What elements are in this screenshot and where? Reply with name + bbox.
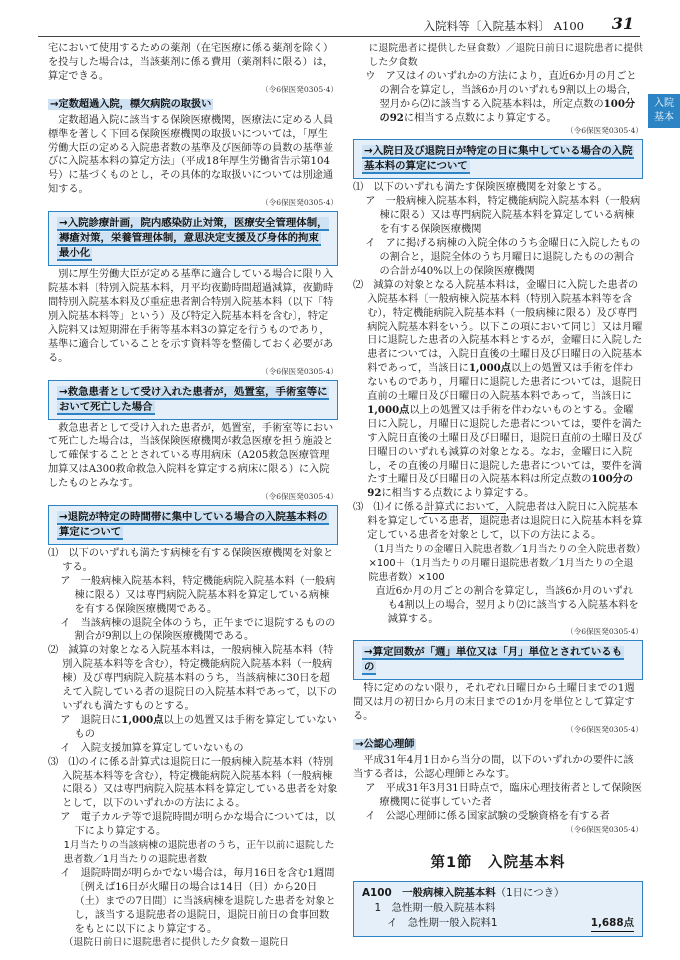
citation: （令6保医発0305·4） — [566, 126, 643, 136]
list-item: ア 平成31年3月31日時点で，臨床心理技術者として保険医療機関に従事していた者 — [365, 782, 642, 808]
paragraph: 別に厚生労働大臣が定める基準に適合している場合に限り入院基本料〔特別入院基本料，月平均夜勤時間超過減算，夜勤時間特別入院基本料及び重症患者割合特別入院基本料（以下「特別入院基本料等」という）及び特定入院基本料を含む〕，特定入院料又は短期滞在手術等基本料3の算定を行うものであり，基準に適合していることを示す資料等を整備しておく必要がある。 — [48, 269, 334, 364]
section-tab-line-1: 入院 — [654, 98, 674, 109]
list-item: 直近6か月の月ごとの割合を算定し，当該6か月のいずれも4割以上の場合，翌月より⑵に該当する入院基本料を減算する。 — [375, 585, 639, 625]
running-title: 入院料等〔入院基本料〕 A100 — [423, 19, 584, 33]
list-item: ⑶ ⑴イに係る計算式において，入院患者は入院日に入院基本料を算定している患者，退院患者は退院日に入院基本料を算定している患者を対象として，以下の方法による。 — [353, 502, 643, 542]
heading-nyuin-taiin-tokutei-hi: →入院日及び退院日が特定の日に集中している場合の入院基本料の算定について — [353, 139, 643, 179]
formula: 1月当たりの当該病棟の退院患者のうち，正午以前に退院した患者数／1月当たりの退院患者数 — [63, 840, 335, 865]
heading-nyuin-shinryo-keikaku: →入院診療計画，院内感染防止対策，医療安全管理体制，褥瘡対策，栄養管理体制，意思決定支援及び身体的拘束最小化 — [48, 211, 338, 266]
citation: （令6保医発0305·4） — [261, 492, 338, 502]
citation: （令6保医発0305·4） — [566, 627, 643, 637]
citation: （令6保医発0305·4） — [261, 366, 338, 376]
fee-item-title: A100 一般病棟入院基本料（1日につき） — [362, 886, 565, 899]
list-item: イ 退院時間が明らかでない場合は，毎月16日を含む1週間〔例えば16日が火曜日の場合は14日（日）から20日（土）までの7日間〕に当該病棟を退院した患者を対象とし，該当する退院患者の退院日，退院日前日の食事回数をもとに以下により算定する。 — [60, 867, 336, 935]
list-item: ⑵ 減算の対象となる入院基本料は，一般病棟入院基本料（特別入院基本料等を含む），特定機能病院入院基本料（一般病棟）及び専門病院入院基本料のうち，当該病棟に30日を超えて入院している者の退院日の入院基本料であって，以下のいずれも満たすものとする。 — [48, 645, 338, 712]
paragraph: 宅において使用するための薬剤（在宅医療に係る薬剤を除く）を投与した場合は，当該薬剤に係る費用（薬剤料に限る）は，算定できる。 — [48, 43, 334, 82]
citation: （令6保医発0305·4） — [566, 725, 643, 735]
fee-schedule-box — [353, 881, 643, 937]
heading-teisu-choka: →定数超過入院，標欠病院の取扱い — [50, 98, 212, 110]
citation: （令6保医発0305·4） — [261, 198, 338, 208]
list-item: ウ ア又はイのいずれかの方法により，直近6か月の月ごとの割合を算定し，当該6か月のいずれも9割以上の場合，翌月から⑵に該当する入院基本料は，所定点数の100分の92に相当する点数により算定する。 — [365, 70, 637, 124]
heading-konin-shinrishi: →公認心理師 — [355, 739, 415, 751]
list-item: ア 一般病棟入院基本料，特定機能病院入院基本料（一般病棟に限る）又は専門病院入院基本料を算定している病棟を有する保険医療機関 — [365, 196, 641, 236]
right-column — [353, 42, 643, 937]
paragraph: 特に定めのない限り，それぞれ日曜日から土曜日までの1週間又は月の初日から月の末日までの1か月を単位として算定する。 — [353, 683, 635, 723]
section-tab-line-2: 基本 — [654, 112, 674, 123]
list-item: ⑵ 減算の対象となる入院基本料は，金曜日に入院した患者の入院基本料〔一般病棟入院基本料（特別入院基本料等を含む），特定機能病院入院基本料（一般病棟に限る）及び専門病院入院基本料をいう。以下この項において同じ〕又は月曜日に退院した患者の入院基本料とするが，金曜日に入院した患者については，入院日直後の土曜日及び日曜日の入院基本料であって，当該日に1,000点以上の処置又は手術を伴わないものであり，月曜日に退院した患者については，退院日直前の土曜日及び日曜日の入院基本料であって，当該日に1,000点以上の処置又は手術を伴わないものとする。金曜日に入院し，月曜日に退院した患者については，要件を満たす入院日直後の土曜日及び日曜日，退院日直前の土曜日及び日曜日のいずれも減算の対象となる。なお，金曜日に入院し，その直後の月曜日に退院した患者については，要件を満たす土曜日及び日曜日の入院基本料は所定点数の100分の92に相当する点数により算定する。 — [353, 279, 643, 500]
page-header — [38, 14, 640, 37]
heading-kyukyu-kanja: →救急患者として受け入れた患者が，処置室，手術室等において死亡した場合 — [48, 380, 338, 420]
list-item: イ 入院支援加算を算定していないもの — [60, 742, 244, 754]
page-number: 31 — [611, 14, 634, 33]
citation: （令6保医発0305·4） — [261, 84, 338, 94]
formula: （退院日前日に退院患者に提供した夕食数－退院日 — [63, 937, 289, 949]
paragraph: 救急患者として受け入れた患者が，処置室，手術室等において死亡した場合は，当該保険医療機関が救急医療を担う施設として確保することとされている専用病床（A205救急医療管理加算又はA300救命救急入院料を算定する病床に限る）に入院したものとみなす。 — [48, 422, 334, 490]
section-title: 第1節 入院基本料 — [430, 854, 566, 871]
citation: （令6保医発0305·4） — [566, 824, 643, 834]
list-item: ⑴ 以下のいずれも満たす保険医療機関を対象とする。 — [353, 182, 608, 194]
list-item: イ アに掲げる病棟の入院全体のうち金曜日に入院したものの割合と，退院全体のうち月曜日に退院したものの割合の合計が40%以上の保険医療機関 — [365, 238, 641, 277]
list-item: ア 一般病棟入院基本料，特定機能病院入院基本料（一般病棟に限る）又は専門病院入院基本料を算定している病棟を有する保険医療機関である。 — [60, 575, 336, 615]
list-item: ア 電子カルテ等で退院時間が明らかな場合については，以下により算定する。 — [60, 812, 336, 838]
heading-taiin-jikantai: →退院が特定の時間帯に集中している場合の入院基本料の算定について — [48, 505, 338, 545]
fee-line: イ 急性期一般入院料1 1,688点 — [362, 916, 634, 932]
list-item: ア 退院日に1,000点以上の処置又は手術を算定していないもの — [60, 713, 337, 740]
section-tab[interactable] — [648, 94, 680, 128]
heading-santei-kaisu: →算定回数が「週」単位又は「月」単位とされているもの — [353, 640, 643, 680]
list-item: ⑴ 以下のいずれも満たす病棟を有する保険医療機関を対象とする。 — [48, 548, 334, 573]
fee-points: 1,688点 — [591, 916, 634, 932]
fee-subitem: 1 急性期一般入院基本料 — [374, 901, 496, 914]
list-item: イ 公認心理師に係る国家試験の受験資格を有する者 — [365, 810, 610, 822]
list-item: イ 当該病棟の退院全体のうち，正午までに退院するものの割合が9割以上の保険医療機関である。 — [60, 617, 336, 643]
left-column — [48, 42, 338, 950]
formula: に退院患者に提供した昼食数）／退院日前日に退院患者に提供した夕食数 — [368, 43, 643, 68]
list-item: ⑶ ⑴のイに係る計算式は退院日に一般病棟入院基本料（特別入院基本料等を含む），特定機能病院入院基本料（一般病棟に限る）又は専門病院入院基本料を算定している患者を対象として，以下のいずれかの方法による。 — [48, 756, 338, 810]
paragraph: 平成31年4月1日から当分の間，以下のいずれかの要件に該当する者は，公認心理師とみなす。 — [353, 755, 634, 781]
formula: （1月当たりの金曜日入院患者数／1月当たりの全入院患者数）×100＋（1月当たりの月曜日退院患者数／1月当たりの全退院患者数）×100 — [368, 544, 641, 583]
paragraph: 定数超過入院に該当する保険医療機関，医療法に定める人員標準を著しく下回る保険医療機関の取扱いについては，「厚生労働大臣の定める入院患者数の基準及び医師等の員数の基準並びに入院基本料の算定方法」（平成18年厚生労働省告示第104号）に基づくものとし，その具体的な取扱いについては別途通知する。 — [48, 114, 334, 196]
